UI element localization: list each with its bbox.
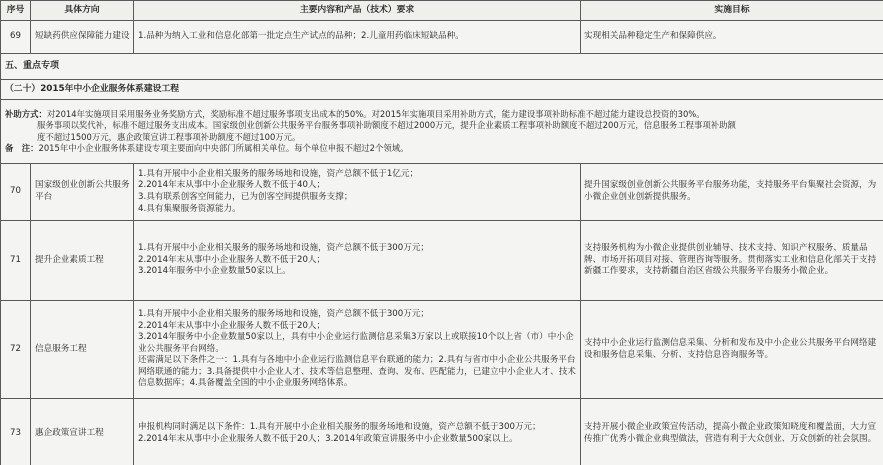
row-71-goal: 支持服务机构为小微企业提供创业辅导、技术支持、知识产权服务、质量品牌、市场开拓项目对接、管理咨询等服务。贯彻落实工业和信息化部关于支持新疆工作要求，支持新疆自治区省级公共服务平台服务小微企业。: [581, 221, 883, 301]
row-70-req-4: 4.具有集聚服务资源能力。: [138, 203, 241, 214]
row-72-req-4: 还需满足以下条件之一：1.具有与各地中小企业运行监测信息平台联通的能力；2.具有与省市中小企业公共服务平台网络联通的能力；3.具备提供中小企业人才、技术等信息整理、查询、发布、匹配能力，已建立中小企业人才、技术信息数据库；4.具备覆盖全国的中小企业服务网络体系。: [138, 355, 576, 389]
subsection-title: （二十）2015年中小企业服务体系建设工程: [1, 80, 883, 100]
row-73-goal: 支持开展小微企业政策宣传活动，提高小微企业政策知晓度和覆盖面，大力宣传推广优秀小微企业典型做法，营造有利于大众创业、万众创新的社会氛围。: [581, 399, 883, 465]
row-72-req-2: 2.2014年末从事中小企业服务人数不低于20人；: [138, 320, 326, 331]
remark-text: 2015年中小企业服务体系建设专项主要面向中央部门所属相关单位。每个单位申报不超过2个领域。: [38, 142, 409, 153]
row-73-no: 73: [1, 399, 31, 465]
table-row-69: [1, 21, 883, 54]
table-header-row: [1, 1, 883, 21]
subsidy-label: 补助方式：: [5, 108, 47, 119]
row-72-no: 72: [1, 301, 31, 399]
row-73-req-1: 申报机构同时满足以下条件：1.具有开展中小企业相关服务的服务场地和设施，资产总额不低于300万元；: [138, 421, 541, 432]
subsection-row: [1, 80, 883, 100]
subsidy-line-2: 服务事项以奖代补，标准不超过服务支出成本。国家级创业创新公共服务平台服务事项补助额度不超过2000万元，提升企业素质工程事项补助额度不超过200万元，信息服务工程事项补助额: [37, 120, 736, 131]
row-72-req-1: 1.具有开展中小企业相关服务的服务场地和设施，资产总额不低于300万元；: [138, 308, 430, 319]
section-row: [1, 54, 883, 80]
row-69-goal: 实现相关品种稳定生产和保障供应。: [581, 21, 883, 54]
row-72-requirements: [134, 301, 581, 399]
header-direction: 具体方向: [31, 1, 134, 21]
table-row-70: [1, 164, 883, 221]
row-70-goal: 提升国家级创业创新公共服务平台服务功能，支持服务平台集聚社会资源，为小微企业创业创新提供服务。: [581, 164, 883, 221]
subsidy-line-3: 度不超过1500万元，惠企政策宣讲工程事项补助额度不超过100万元。: [37, 131, 301, 142]
remark-label: 备 注：: [5, 142, 39, 153]
header-goal: 实施目标: [581, 1, 883, 21]
row-70-req-3: 3.具有联系创客空间能力，已为创客空间提供服务支撑；: [138, 192, 353, 202]
notes-cell: [1, 100, 883, 164]
header-no: 序号: [1, 1, 31, 21]
row-69-no: 69: [1, 21, 31, 54]
row-72-req-3: 3.2014年服务中小企业数量50家以上，具有中小企业运行监测信息采集3万家以上或联接10个以上省（市）中小企业公共服务平台网络。: [138, 332, 574, 354]
row-70-no: 70: [1, 164, 31, 221]
table-row-71: [1, 221, 883, 301]
row-69-requirements: 1.品种为纳入工业和信息化部第一批定点生产试点的品种；2.儿童用药临床短缺品种。: [134, 21, 581, 54]
row-73-requirements: [134, 399, 581, 465]
row-72-direction: 信息服务工程: [31, 301, 134, 399]
header-requirements: 主要内容和产品（技术）要求: [134, 1, 581, 21]
row-71-requirements: [134, 221, 581, 301]
table-row-72: [1, 301, 883, 399]
row-71-req-3: 3.2014年服务中小企业数量50家以上。: [138, 266, 291, 277]
row-70-direction: 国家级创业创新公共服务平台: [31, 164, 134, 221]
row-71-req-2: 2.2014年末从事中小企业服务人数不低于20人；: [138, 254, 326, 265]
row-70-req-1: 1.具有开展中小企业相关服务的服务场地和设施，资产总额不低于1亿元；: [138, 168, 419, 179]
row-73-direction: 惠企政策宣讲工程: [31, 399, 134, 465]
notes-row: [1, 100, 883, 164]
row-69-direction: 短缺药供应保障能力建设: [31, 21, 134, 54]
row-70-requirements: [134, 164, 581, 221]
table-row-73: [1, 399, 883, 465]
row-73-req-2: 2.2014年末从事中小企业服务人数不低于20人；3.2014年政策宣讲服务中小企业数量500家以上。: [138, 433, 518, 444]
subsidy-line-1: 对2014年实施项目采用服务业务奖励方式，奖励标准不超过服务事项支出成本的50%。对2015年实施项目采用补助方式，能力建设事项补助标准不超过能力建设总投资的30%。: [46, 108, 705, 119]
row-71-direction: 提升企业素质工程: [31, 221, 134, 301]
section-title: 五、重点专项: [1, 54, 883, 80]
row-71-req-1: 1.具有开展中小企业相关服务的服务场地和设施，资产总额不低于300万元；: [138, 243, 430, 254]
row-72-goal: 支持中小企业运行监测信息采集、分析和发布及中小企业公共服务平台网络建设和服务信息采集、分析、支持信息咨询服务等。: [581, 301, 883, 399]
row-70-req-2: 2.2014年末从事中小企业服务人数不低于40人；: [138, 180, 326, 191]
row-71-no: 71: [1, 221, 31, 301]
